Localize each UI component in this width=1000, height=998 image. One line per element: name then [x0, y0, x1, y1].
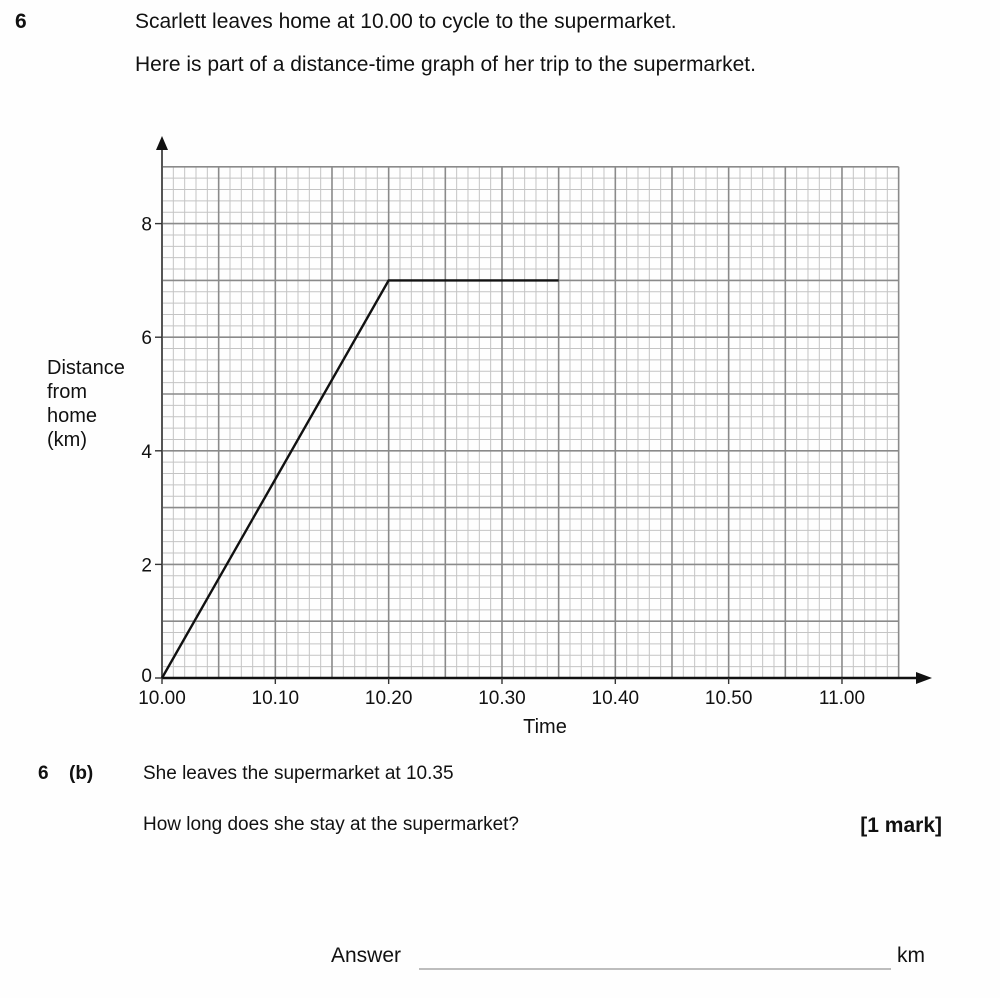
answer-label: Answer — [331, 944, 402, 967]
axes — [156, 136, 932, 684]
x-tick-label: 10.10 — [251, 688, 300, 709]
grid-minor-lines — [162, 167, 899, 678]
data-series — [162, 280, 559, 678]
x-axis-label: Time — [523, 716, 567, 738]
graph-intro: Here is part of a distance-time graph of her trip to the supermarket. — [135, 53, 756, 76]
part-b-number: 6 — [38, 763, 49, 784]
x-tick-label: 10.20 — [364, 688, 413, 709]
part-b-question: How long does she stay at the supermarket? — [143, 814, 519, 835]
question-number: 6 — [15, 10, 27, 33]
y-tick-label: 4 — [141, 441, 152, 463]
y-tick-label: 6 — [141, 328, 152, 350]
x-axis-arrow-icon — [916, 672, 932, 684]
trip-line — [162, 280, 559, 678]
y-axis-arrow-icon — [156, 136, 168, 150]
grid-major-lines — [162, 167, 899, 678]
x-tick-label: 10.30 — [478, 688, 526, 709]
part-b-statement: She leaves the supermarket at 10.35 — [143, 763, 454, 784]
x-tick-label: 11.00 — [818, 688, 866, 709]
y-tick-label: 2 — [141, 555, 152, 577]
question-intro: Scarlett leaves home at 10.00 to cycle to the supermarket. — [135, 10, 677, 33]
y-tick-label: 0 — [141, 666, 152, 687]
y-axis-label: Distance from home (km) — [47, 357, 125, 451]
x-tick-label: 10.00 — [138, 688, 186, 709]
answer-unit: km — [897, 944, 925, 967]
x-tick-label: 10.40 — [591, 688, 640, 709]
marks-label: [1 mark] — [860, 814, 942, 837]
part-b-label: (b) — [69, 763, 94, 784]
x-tick-label: 10.50 — [704, 688, 753, 709]
y-tick-label: 8 — [141, 214, 152, 236]
answer-input[interactable] — [419, 940, 895, 970]
